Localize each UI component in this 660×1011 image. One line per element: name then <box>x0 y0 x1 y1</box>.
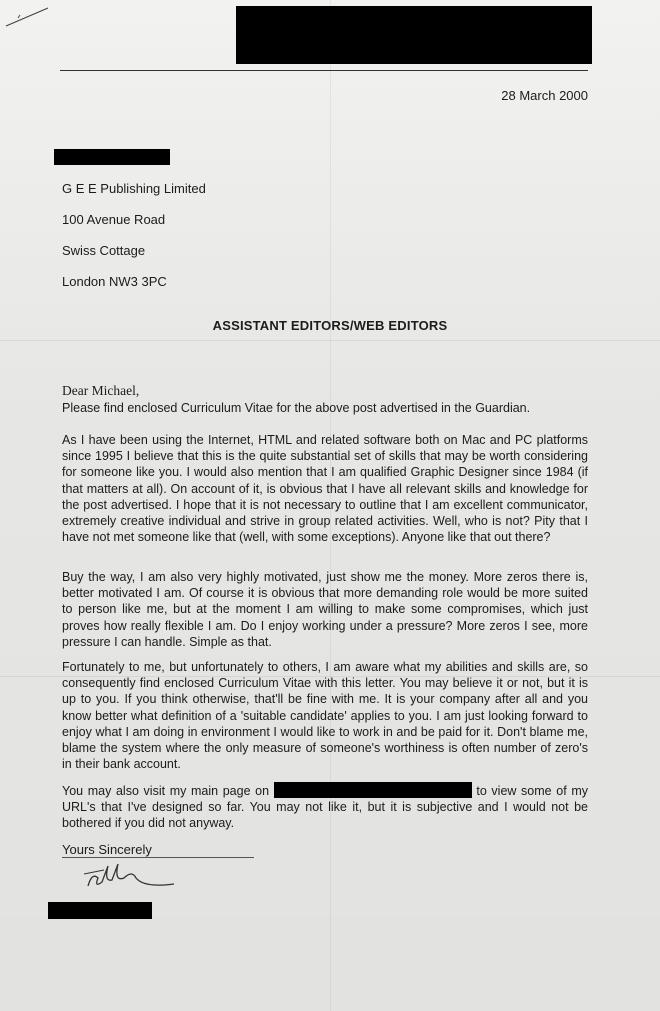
body-paragraph: As I have been using the Internet, HTML and related software both on Mac and PC platforms since 1995 I believe that this is the quite substantial set of skills that may be worth considering for someone like you. I would also mention that I am qualified Graphic Designer since 1984 (if that matters at all). On account of it, is obvious that I have all relevant skills and knowledge for the post advertised. I hope that it is not necessary to outline that I am excellent communicator, extremely creative individual and strive in group related activities. Well, who is not? Pity that I have not met someone like that (well, with some exceptions). Anyone like that out there? <box>62 433 588 545</box>
redacted-sender-name <box>48 902 152 919</box>
letter-date: 28 March 2000 <box>501 88 588 103</box>
redacted-url <box>274 782 472 798</box>
letter-subject: ASSISTANT EDITORS/WEB EDITORS <box>212 318 448 333</box>
address-line: Swiss Cottage <box>62 243 146 258</box>
redacted-letterhead <box>236 6 592 64</box>
salutation: Dear Michael, <box>62 383 140 398</box>
final-paragraph-end: to view some of my URL's that I've designed so far. You may not like it, but it is subjective and I would not be bothered if you did not anyway. <box>62 784 588 831</box>
handwritten-signature <box>74 848 194 898</box>
final-paragraph-start: You may also visit my main page on <box>62 784 270 798</box>
redacted-recipient-name <box>54 149 170 165</box>
pen-mark <box>4 4 54 30</box>
address-line: G E E Publishing Limited <box>62 181 206 196</box>
address-line: 100 Avenue Road <box>62 212 166 227</box>
body-paragraph: Buy the way, I am also very highly motivated, just show me the money. More zeros there is, better motivated I am. Of course it is obvious that more demanding role would be more suited to person like me, but at the moment I am willing to make some compromises, which just proves how really flexible I am. Do I enjoy working under a pressure? More zeros I see, more pressure I can handle. Simple as that. <box>62 570 588 649</box>
header-rule <box>60 70 588 71</box>
final-paragraph <box>62 782 588 832</box>
body-paragraph: Fortunately to me, but unfortunately to others, I am aware what my abilities and skills are, so consequently find enclosed Curriculum Vitae with this letter. You may believe it or not, but it is up to you. If you think otherwise, that'll be fine with me. It is your company after all and you know better what definition of a 'suitable candidate' applies to you. I am just looking forward to enjoy what I am doing in environment I would like to work in and be paid for it. Don't blame me, blame the system where the only measure of someone's worthiness is often number of zero's in their bank account. <box>62 660 588 772</box>
intro-line: Please find enclosed Curriculum Vitae for the above post advertised in the Guardian. <box>62 401 531 415</box>
closing: Yours Sincerely <box>62 842 152 857</box>
address-line: London NW3 3PC <box>62 274 167 289</box>
